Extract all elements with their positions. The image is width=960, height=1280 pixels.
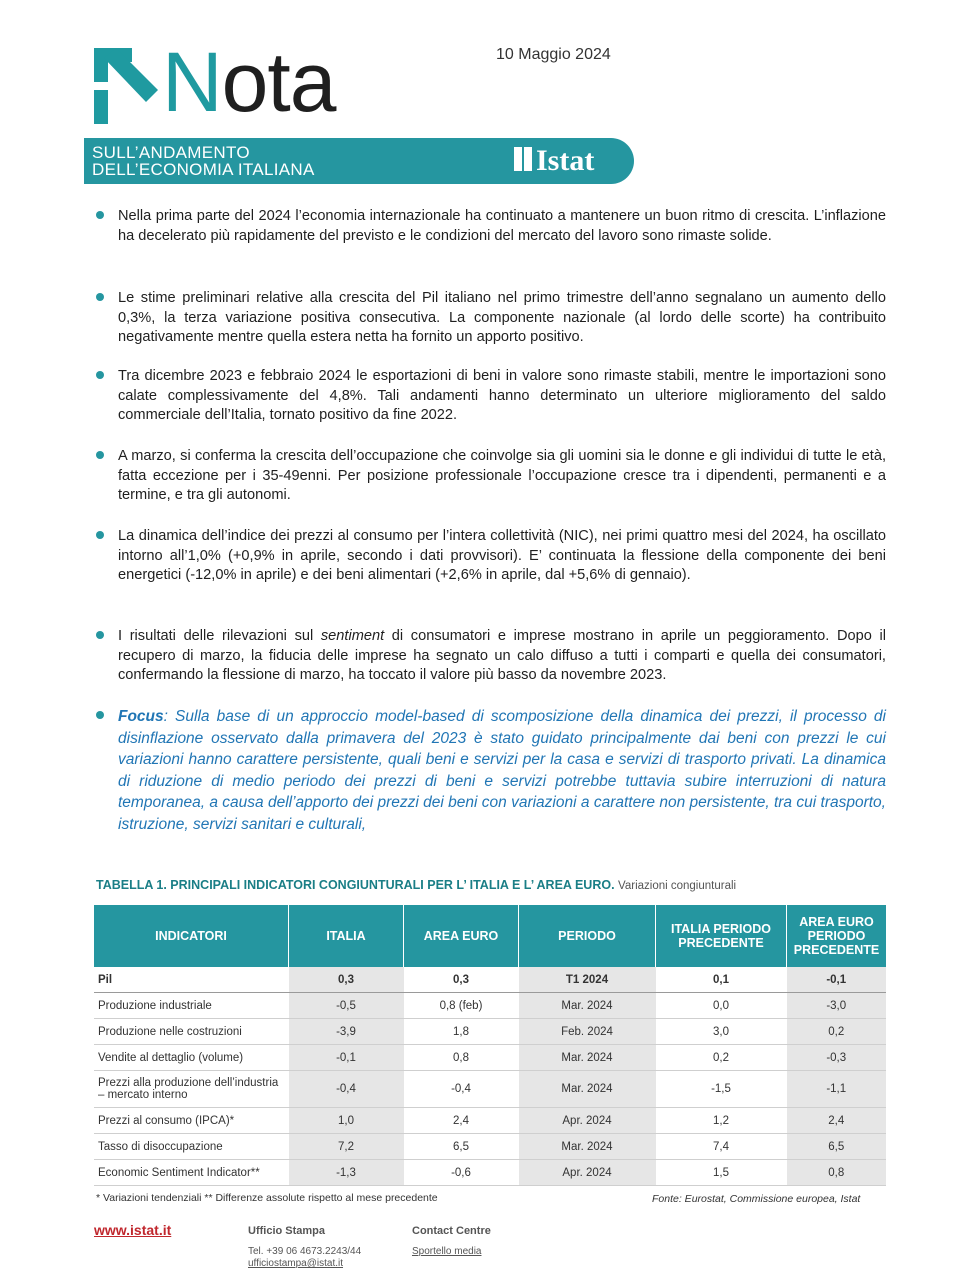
- bullet-item: [96, 289, 886, 348]
- cell-italia: -1,3: [289, 1160, 404, 1186]
- istat-mark-icon: [524, 147, 532, 171]
- cell-area-euro-precedente: 0,2: [787, 1019, 887, 1045]
- table-source: Fonte: Eurostat, Commissione europea, Istat: [652, 1193, 861, 1205]
- cell-italia-precedente: 1,5: [656, 1160, 787, 1186]
- table-row: [94, 1160, 886, 1186]
- cell-area-euro: 6,5: [404, 1134, 519, 1160]
- cell-area-euro-precedente: 0,8: [787, 1160, 887, 1186]
- table-row: [94, 1071, 886, 1108]
- bullet-text-part: di consumatori e imprese mostrano in aprile un peggioramento. Dopo il recupero di marzo, la fiducia delle imprese ha segnato un calo diffuso a tutti i comparti e quella dei consumatori, confermando la flessione di marzo, ha toccato il valore più basso da novembre 2023.: [118, 628, 886, 683]
- table-header-row: [94, 905, 886, 967]
- focus-item: [96, 706, 886, 835]
- cell-area-euro-precedente: -3,0: [787, 993, 887, 1019]
- cell-area-euro-precedente: -1,1: [787, 1071, 887, 1108]
- contact-centre: [412, 1225, 491, 1258]
- istat-mark-icon: [514, 147, 522, 171]
- cell-indicatore: Pil: [94, 967, 289, 993]
- bullet-item: [96, 447, 886, 506]
- website-link[interactable]: www.istat.it: [94, 1222, 172, 1238]
- cell-indicatore: Vendite al dettaglio (volume): [94, 1045, 289, 1071]
- cell-area-euro-precedente: -0,3: [787, 1045, 887, 1071]
- cell-periodo: Apr. 2024: [519, 1160, 656, 1186]
- bullet-text: Tra dicembre 2023 e febbraio 2024 le esportazioni di beni in valore sono rimaste stabili, mentre le importazioni sono calate complessivamente del 4,8%. Tali andamenti hanno determinato un ulteriore miglioramento del saldo commerciale dell’Italia, tornato positivo da fine 2022.: [118, 368, 886, 423]
- header-periodo: PERIODO: [519, 905, 656, 967]
- cell-area-euro: 0,3: [404, 967, 519, 993]
- table-row: [94, 967, 886, 993]
- bullet-text: A marzo, si conferma la crescita dell’occupazione che coinvolge sia gli uomini sia le donne e gli individui di tutte le età, fatta eccezione per i 35-49enni. Per posizione professionale l’occupazione cresce tra i dipendenti, permanenti e a termine, e tra gli autonomi.: [118, 448, 886, 503]
- cell-italia-precedente: 0,1: [656, 967, 787, 993]
- logo-wordmark: [162, 35, 336, 129]
- press-office: [248, 1225, 361, 1270]
- header-area-euro: AREA EURO: [404, 905, 519, 967]
- cell-italia: -0,5: [289, 993, 404, 1019]
- cell-area-euro-precedente: 6,5: [787, 1134, 887, 1160]
- bullet-text: Nella prima parte del 2024 l’economia internazionale ha continuato a mantenere un buon ritmo di crescita. L’inflazione ha decelerato più rapidamente del previsto e le condizioni del mercato del lavoro sono rimaste solide.: [118, 208, 886, 244]
- istat-logo: [514, 146, 594, 176]
- cell-periodo: Apr. 2024: [519, 1108, 656, 1134]
- bullet-icon: [96, 531, 104, 539]
- cell-italia: 0,3: [289, 967, 404, 993]
- cell-italia: -3,9: [289, 1019, 404, 1045]
- bullet-item: [96, 627, 886, 686]
- press-title: Ufficio Stampa: [248, 1225, 326, 1237]
- cell-italia-precedente: 0,0: [656, 993, 787, 1019]
- banner-subtitle: [92, 144, 315, 178]
- table-row: [94, 1045, 886, 1071]
- cell-periodo: T1 2024: [519, 967, 656, 993]
- cell-italia: -0,1: [289, 1045, 404, 1071]
- istat-brand: Istat: [536, 144, 595, 177]
- bullet-icon: [96, 631, 104, 639]
- cell-italia-precedente: 3,0: [656, 1019, 787, 1045]
- bullet-text: [118, 627, 886, 686]
- bullet-icon: [96, 711, 104, 719]
- cell-area-euro: -0,4: [404, 1071, 519, 1108]
- cell-area-euro: 2,4: [404, 1108, 519, 1134]
- bullet-item: [96, 207, 886, 246]
- bullet-icon: [96, 293, 104, 301]
- bullet-item: [96, 367, 886, 426]
- subtitle-line-1: SULL’ANDAMENTO: [92, 143, 250, 162]
- cell-italia-precedente: -1,5: [656, 1071, 787, 1108]
- cell-periodo: Mar. 2024: [519, 1045, 656, 1071]
- cell-italia-precedente: 1,2: [656, 1108, 787, 1134]
- header-indicatori: INDICATORI: [94, 905, 289, 967]
- publication-date: 10 Maggio 2024: [496, 46, 611, 63]
- header-area-euro-precedente: AREA EURO PERIODO PRECEDENTE: [787, 905, 887, 967]
- cell-italia: -0,4: [289, 1071, 404, 1108]
- table-row: [94, 1108, 886, 1134]
- table-row: [94, 1019, 886, 1045]
- cell-indicatore: Produzione nelle costruzioni: [94, 1019, 289, 1045]
- bullet-icon: [96, 211, 104, 219]
- arrow-icon: [92, 46, 162, 130]
- logo-rest: ota: [221, 35, 336, 129]
- subtitle-line-2: DELL’ECONOMIA ITALIANA: [92, 160, 315, 179]
- cell-italia: 7,2: [289, 1134, 404, 1160]
- cell-italia: 1,0: [289, 1108, 404, 1134]
- bullet-text-part: I risultati delle rilevazioni sul: [118, 628, 321, 644]
- bullet-icon: [96, 451, 104, 459]
- title-banner: [84, 138, 634, 184]
- cell-indicatore: Prezzi al consumo (IPCA)*: [94, 1108, 289, 1134]
- bullet-text: La dinamica dell’indice dei prezzi al consumo per l’intera collettività (NIC), nei primi quattro mesi del 2024, ha oscillato intorno all’1,0% (+0,9% in aprile, secondo i dati provvisori). E’ continuata la flessione della componente dei beni energetici (-12,0% in aprile) e dei beni alimentari (+2,6% in aprile, dal +5,6% di gennaio).: [118, 528, 886, 583]
- cell-italia-precedente: 0,2: [656, 1045, 787, 1071]
- header-italia-precedente: ITALIA PERIODO PRECEDENTE: [656, 905, 787, 967]
- press-phone: Tel. +39 06 4673.2243/44: [248, 1246, 362, 1257]
- cell-area-euro: -0,6: [404, 1160, 519, 1186]
- cell-periodo: Feb. 2024: [519, 1019, 656, 1045]
- cell-area-euro: 0,8: [404, 1045, 519, 1071]
- table-notes: * Variazioni tendenziali ** Differenze assolute rispetto al mese precedente: [96, 1192, 438, 1204]
- table-title-text: TABELLA 1. PRINCIPALI INDICATORI CONGIUNTURALI PER L’ ITALIA E L’ AREA EURO.: [96, 878, 615, 892]
- cell-indicatore: Prezzi alla produzione dell’industria – mercato interno: [94, 1071, 289, 1108]
- cell-area-euro: 1,8: [404, 1019, 519, 1045]
- cell-area-euro-precedente: 2,4: [787, 1108, 887, 1134]
- contact-link[interactable]: Sportello media: [412, 1246, 482, 1257]
- cell-area-euro-precedente: -0,1: [787, 967, 887, 993]
- cell-area-euro: 0,8 (feb): [404, 993, 519, 1019]
- bullet-icon: [96, 371, 104, 379]
- cell-periodo: Mar. 2024: [519, 1071, 656, 1108]
- bullet-text: Le stime preliminari relative alla crescita del Pil italiano nel primo trimestre dell’anno segnalano un aumento dello 0,3%, la terza variazione positiva consecutiva. La componente nazionale (al lordo delle scorte) ha contribuito negativamente mentre quella estera netta ha fornito un apporto positivo.: [118, 290, 886, 345]
- table-subtitle: Variazioni congiunturali: [618, 880, 737, 892]
- cell-italia-precedente: 7,4: [656, 1134, 787, 1160]
- cell-periodo: Mar. 2024: [519, 993, 656, 1019]
- focus-text: [118, 706, 886, 835]
- indicators-table: [94, 905, 886, 1186]
- bullet-emphasis: sentiment: [320, 628, 385, 644]
- cell-periodo: Mar. 2024: [519, 1134, 656, 1160]
- header-italia: ITALIA: [289, 905, 404, 967]
- cell-indicatore: Economic Sentiment Indicator**: [94, 1160, 289, 1186]
- cell-indicatore: Produzione industriale: [94, 993, 289, 1019]
- bullet-item: [96, 527, 886, 586]
- table-row: [94, 993, 886, 1019]
- contact-title: Contact Centre: [412, 1225, 491, 1237]
- cell-indicatore: Tasso di disoccupazione: [94, 1134, 289, 1160]
- logo-letter: N: [162, 35, 222, 129]
- table-row: [94, 1134, 886, 1160]
- focus-body: : Sulla base di un approccio model-based di scomposizione della dinamica dei prezzi, il processo di disinflazione osservato dalla primavera del 2023 è stato guidato principalmente dai beni con prezzi le cui variazioni hanno carattere persistente, quali beni e servizi per la casa e servizi di trasporto privati. La dinamica di riduzione di medio periodo dei prezzi di beni e servizi potrebbe tuttavia subire interruzioni di natura temporanea, a causa dell’apporto dei prezzi dei beni con variazioni a carattere non persistente, tra cui trasporto, istruzione, servizi sanitari e culturali,: [118, 708, 886, 833]
- press-email-link[interactable]: ufficiostampa@istat.it: [248, 1258, 344, 1269]
- focus-label: Focus: [118, 708, 164, 725]
- table-title: [96, 878, 736, 892]
